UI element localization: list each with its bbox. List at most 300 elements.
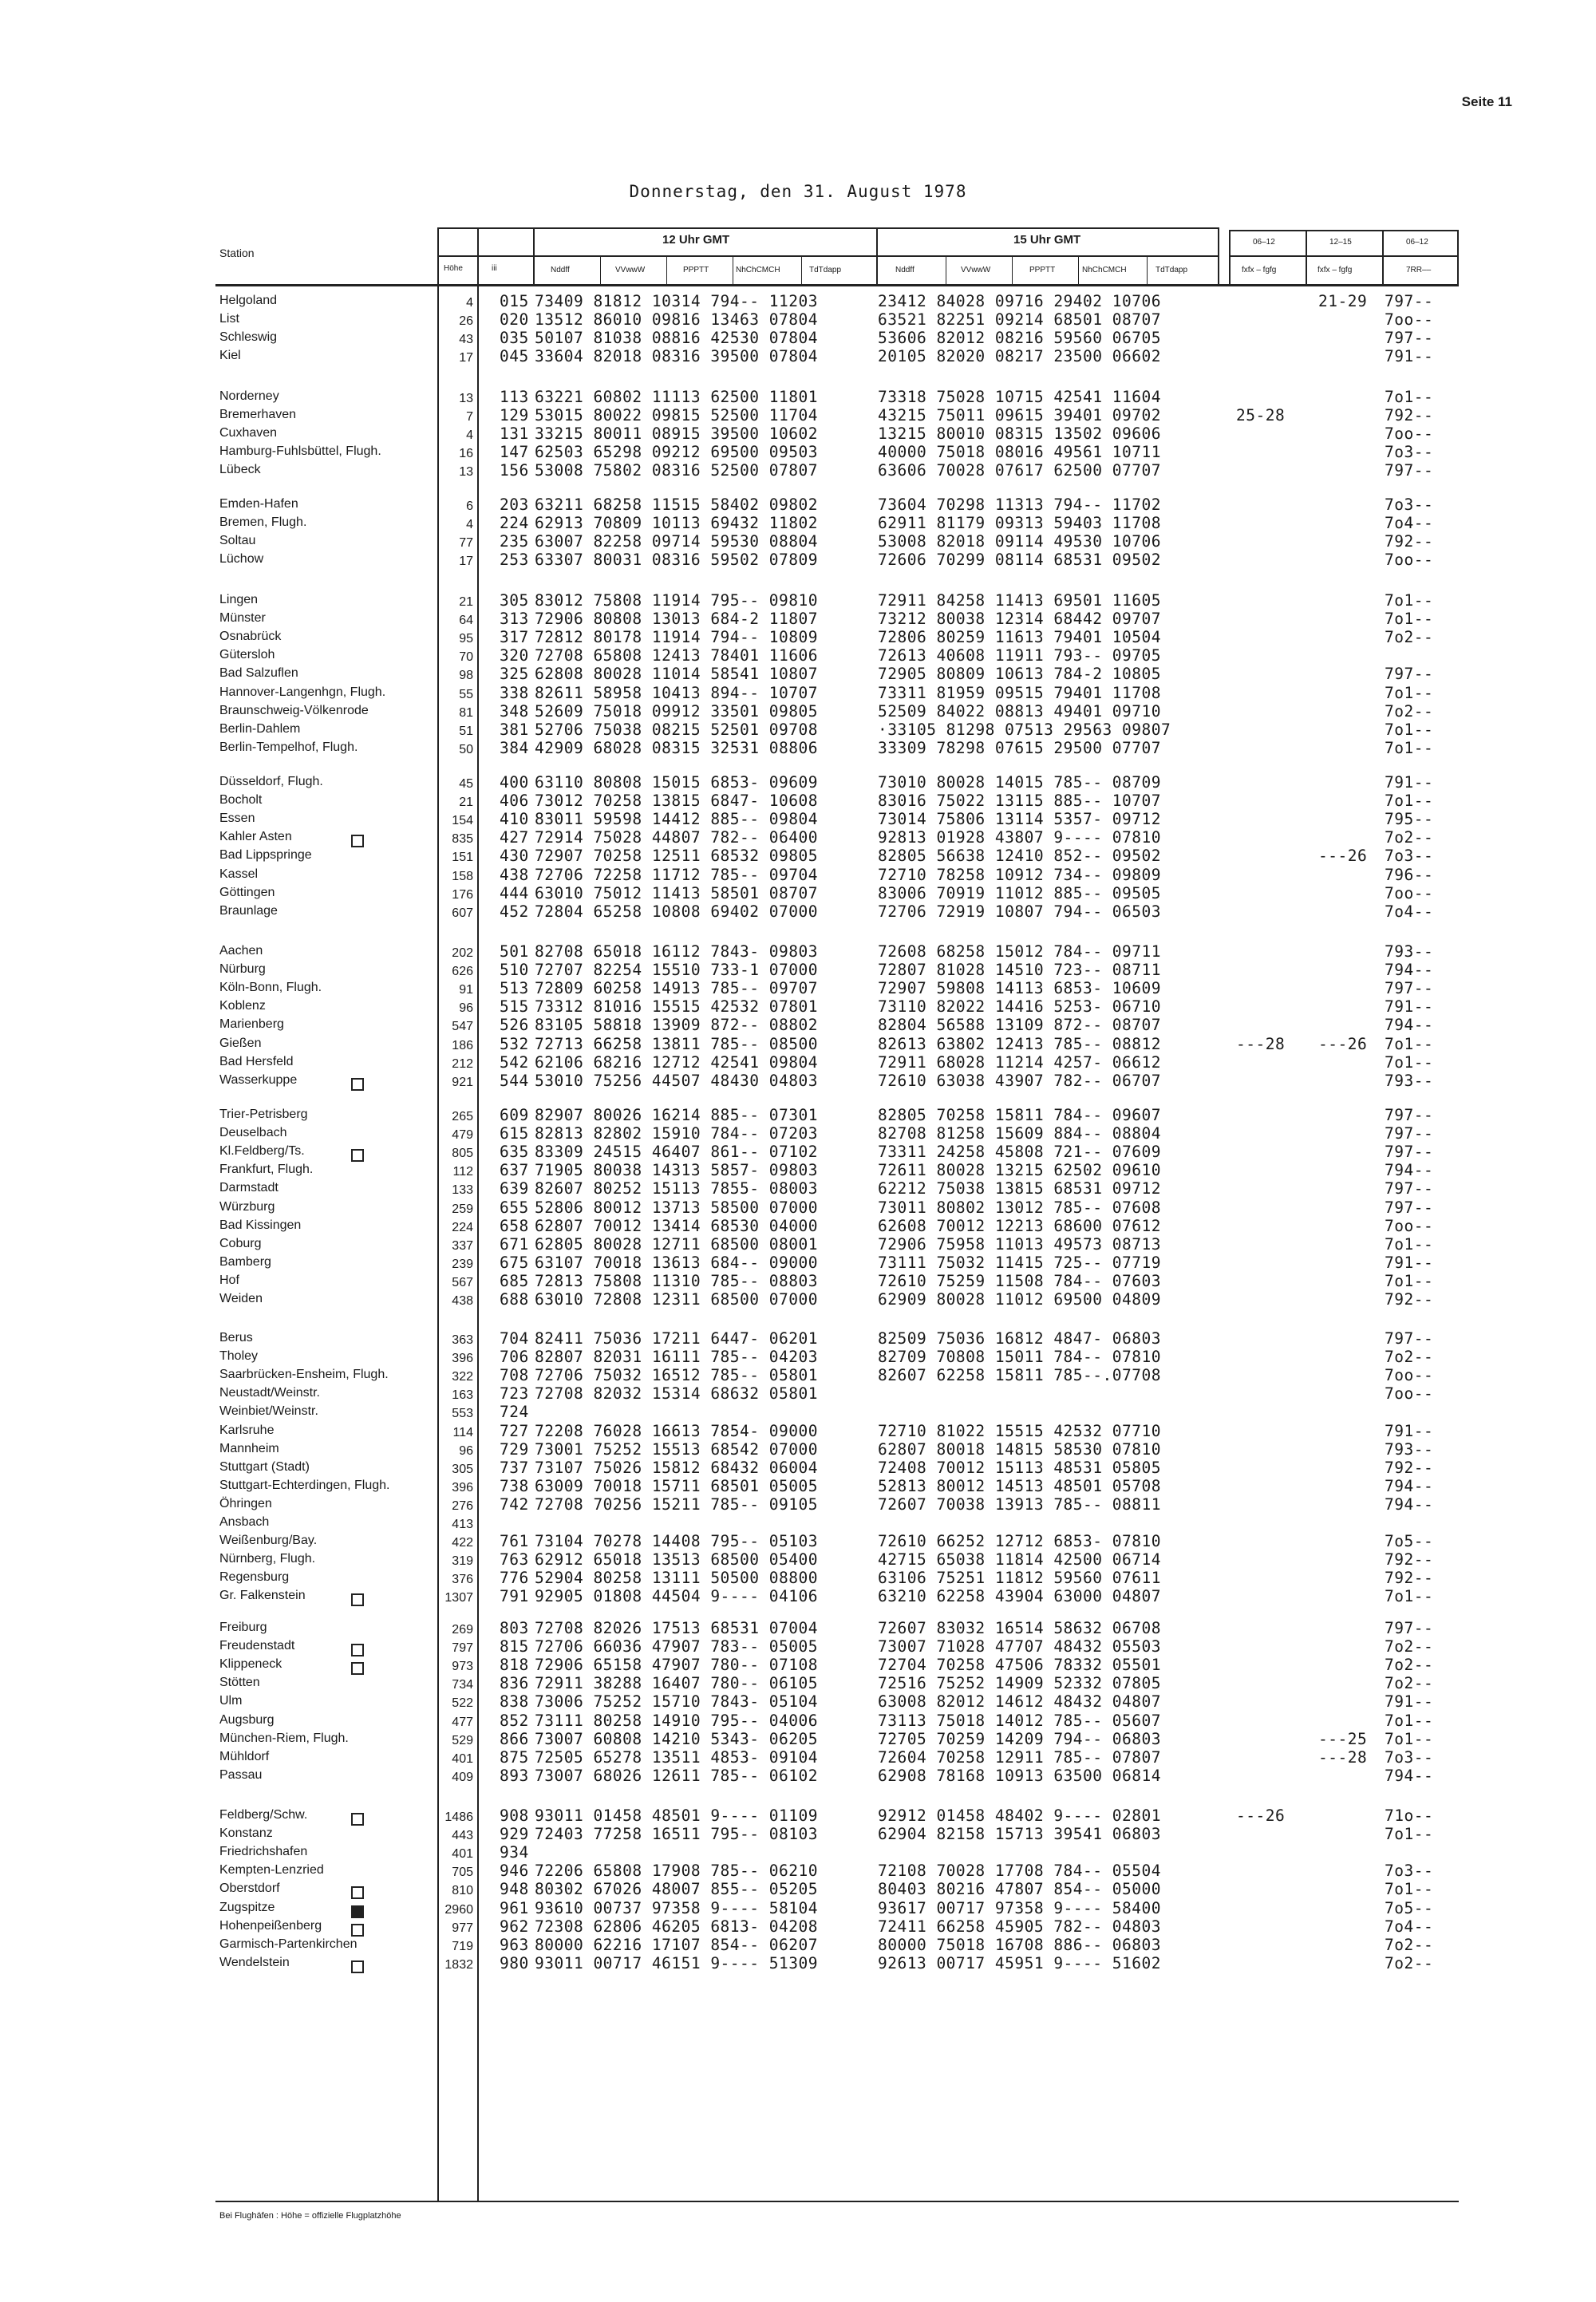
station-name: Stötten — [219, 1676, 260, 1690]
station-height: 16 — [459, 447, 473, 461]
obs-15-utc: 73604 70298 11313 794-- 11702 — [878, 496, 1161, 514]
sub12-dewpoint: TdTdapp — [809, 266, 842, 274]
station-name: Freiburg — [219, 1621, 267, 1634]
station-height: 96 — [459, 1001, 473, 1016]
table-row — [0, 347, 1596, 369]
precip-06-12: 7oo-- — [1385, 424, 1434, 444]
obs-12-utc: 63009 70018 15711 68501 05005 — [535, 1476, 818, 1495]
table-row — [0, 1495, 1596, 1517]
station-name: Hohenpeißenberg — [219, 1918, 322, 1933]
precip-06-12: 7oo-- — [1385, 1366, 1434, 1385]
obs-15-utc: 42715 65038 11814 42500 06714 — [878, 1550, 1161, 1570]
station-height: 422 — [452, 1536, 473, 1550]
station-name: Tholey — [219, 1349, 259, 1364]
precip-06-12: 7o1-- — [1385, 1587, 1434, 1606]
precip-06-12: 7o1-- — [1385, 1234, 1434, 1254]
precip-06-12: 793-- — [1385, 1439, 1434, 1459]
station-name: Passau — [219, 1767, 263, 1782]
station-height: 154 — [452, 814, 473, 828]
obs-12-utc: 63010 75012 11413 58501 08707 — [535, 883, 818, 902]
station-name: Lübeck — [219, 463, 261, 477]
precip-06-12: 7o4-- — [1385, 902, 1434, 921]
mountain-station-marker — [351, 1886, 364, 1899]
sub-rule — [666, 257, 667, 286]
sub15-ppptt: PPPTT — [1029, 266, 1056, 274]
station-id: 815 — [500, 1637, 529, 1656]
obs-15-utc: 73311 81959 09515 79401 11708 — [878, 683, 1161, 702]
station-name: Marienberg — [219, 1017, 284, 1032]
obs-15-utc: 73110 82022 14416 5253- 06710 — [878, 997, 1161, 1017]
station-height: 705 — [452, 1866, 473, 1880]
obs-12-utc: 72706 72258 11712 785-- 09704 — [535, 865, 818, 884]
obs-12-utc: 53015 80022 09815 52500 11704 — [535, 406, 818, 425]
station-name: Garmisch-Partenkirchen — [219, 1937, 358, 1951]
station-height: 2960 — [444, 1902, 473, 1917]
station-name: Gütersloh — [219, 648, 275, 662]
mountain-station-marker — [351, 1662, 364, 1675]
station-name: Norderney — [219, 389, 279, 403]
station-height: 91 — [459, 983, 473, 997]
station-name: Cuxhaven — [219, 426, 278, 440]
obs-12-utc: 72906 80808 13013 684-2 11807 — [535, 610, 818, 629]
obs-15-utc: 73113 75018 14012 785-- 05607 — [878, 1711, 1161, 1730]
station-height: 797 — [452, 1641, 473, 1656]
obs-15-utc: 72706 72919 10807 794-- 06503 — [878, 902, 1161, 921]
obs-12-utc: 82607 80252 15113 7855- 08003 — [535, 1179, 818, 1198]
station-name: Aachen — [219, 944, 263, 958]
station-height: 319 — [452, 1554, 473, 1569]
station-id: 542 — [500, 1052, 529, 1072]
station-height: 77 — [459, 536, 473, 551]
station-id: 544 — [500, 1071, 529, 1090]
precip-06-12: 7o1-- — [1385, 1825, 1434, 1844]
station-id: 934 — [500, 1843, 529, 1862]
obs-15-utc: 62909 80028 11012 69500 04809 — [878, 1290, 1161, 1309]
obs-15-utc: 73111 75032 11415 725-- 07719 — [878, 1253, 1161, 1272]
obs-12-utc: 63007 82258 09714 59530 08804 — [535, 532, 818, 551]
station-id: 131 — [500, 424, 529, 444]
obs-12-utc: 52904 80258 13111 50500 08800 — [535, 1569, 818, 1588]
extra-top-rule — [1229, 230, 1459, 231]
station-id: 727 — [500, 1421, 529, 1440]
station-height: 13 — [459, 392, 473, 405]
obs-15-utc: 53008 82018 09114 49530 10706 — [878, 532, 1161, 551]
station-name: Bamberg — [219, 1254, 271, 1269]
station-name: Hof — [219, 1273, 239, 1287]
station-id: 313 — [500, 610, 529, 629]
station-id: 961 — [500, 1898, 529, 1917]
station-height: 1486 — [444, 1810, 473, 1824]
station-height: 45 — [459, 777, 473, 791]
station-id: 410 — [500, 810, 529, 829]
obs-12-utc: 72906 65158 47907 780-- 07108 — [535, 1656, 818, 1675]
obs-15-utc: 52509 84022 08813 49401 09710 — [878, 701, 1161, 721]
obs-12-utc: 93011 00717 46151 9---- 51309 — [535, 1953, 818, 1972]
station-name: Augsburg — [219, 1712, 275, 1727]
station-name: Emden-Hafen — [219, 497, 298, 511]
obs-12-utc: 62805 80028 12711 68500 08001 — [535, 1234, 818, 1254]
obs-12-utc: 72907 70258 12511 68532 09805 — [535, 847, 818, 866]
station-height: 64 — [459, 614, 473, 628]
table-row — [0, 1587, 1596, 1609]
table-row — [0, 1290, 1596, 1312]
station-id: 929 — [500, 1825, 529, 1844]
table-row — [0, 1953, 1596, 1976]
precip-06-12: 7oo-- — [1385, 1384, 1434, 1404]
obs-15-utc: 72906 75958 11013 49573 08713 — [878, 1234, 1161, 1254]
precip-06-12: 7o3-- — [1385, 496, 1434, 514]
station-id: 338 — [500, 683, 529, 702]
station-name: Berlin-Tempelhof, Flugh. — [219, 740, 358, 754]
station-name: Kiel — [219, 349, 241, 363]
obs-15-utc: 82613 63802 12413 785-- 08812 — [878, 1034, 1161, 1053]
station-height: 734 — [452, 1678, 473, 1692]
obs-12-utc: 73312 81016 15515 42532 07801 — [535, 997, 818, 1017]
station-id: 305 — [500, 591, 529, 610]
station-id: 235 — [500, 532, 529, 551]
precip-06-12: 7o1-- — [1385, 1052, 1434, 1072]
obs-12-utc: 62807 70012 13414 68530 04000 — [535, 1216, 818, 1235]
precip-06-12: 792-- — [1385, 1569, 1434, 1588]
obs-12-utc: 72206 65808 17908 785-- 06210 — [535, 1862, 818, 1881]
station-id: 742 — [500, 1495, 529, 1514]
station-id: 438 — [500, 865, 529, 884]
station-height: 547 — [452, 1020, 473, 1034]
station-id: 427 — [500, 828, 529, 847]
obs-15-utc: 82805 70258 15811 784-- 09607 — [878, 1106, 1161, 1124]
obs-15-utc: 23412 84028 09716 29402 10706 — [878, 292, 1161, 310]
obs-15-utc: 73311 24258 45808 721-- 07609 — [878, 1143, 1161, 1162]
gust-12-15: ---28 — [1318, 1747, 1368, 1767]
obs-12-utc: 80000 62216 17107 854-- 06207 — [535, 1935, 818, 1954]
sub-rule — [1147, 257, 1148, 286]
sub12-vvwww: VVwwW — [615, 266, 646, 274]
station-name: Braunlage — [219, 903, 278, 918]
station-name: Düsseldorf, Flugh. — [219, 775, 323, 788]
station-height: 409 — [452, 1770, 473, 1784]
station-height: 835 — [452, 832, 473, 847]
station-name: Wasserkuppe — [219, 1072, 298, 1087]
precip-06-12: 797-- — [1385, 1179, 1434, 1198]
precip-06-12: 7o1-- — [1385, 610, 1434, 629]
obs-15-utc: 72704 70258 47506 78332 05501 — [878, 1656, 1161, 1675]
obs-12-utc: 82807 82031 16111 785-- 04203 — [535, 1348, 818, 1367]
obs-12-utc: 92905 01808 44504 9---- 04106 — [535, 1587, 818, 1606]
obs-12-utc: 72505 65278 13511 4853- 09104 — [535, 1747, 818, 1767]
table-row — [0, 1825, 1596, 1846]
obs-15-utc: 72606 70299 08114 68531 09502 — [878, 551, 1161, 570]
station-height: 376 — [452, 1573, 473, 1587]
precip-06-12: 7o1-- — [1385, 1880, 1434, 1899]
gust-06-12: ---28 — [1236, 1034, 1286, 1053]
station-name: Klippeneck — [219, 1657, 282, 1672]
obs-12-utc: 62503 65298 09212 69500 09503 — [535, 443, 818, 462]
precip-06-12: 793-- — [1385, 942, 1434, 961]
precip-06-12: 7o1-- — [1385, 1729, 1434, 1748]
station-id: 946 — [500, 1862, 529, 1881]
station-id: 688 — [500, 1290, 529, 1309]
obs-15-utc: 52813 80012 14513 48501 05708 — [878, 1476, 1161, 1495]
station-height: 7 — [466, 410, 473, 424]
station-name: Nürnberg, Flugh. — [219, 1552, 316, 1566]
obs-12-utc: 63110 80808 15015 6853- 09609 — [535, 773, 818, 792]
precip-06-12: 797-- — [1385, 461, 1434, 480]
sub12-nddff: Nddff — [551, 266, 570, 274]
station-name: Freudenstadt — [219, 1639, 295, 1653]
station-id: 609 — [500, 1106, 529, 1124]
sub-extra-b: fxfx – fgfg — [1317, 266, 1353, 274]
station-name: Braunschweig-Völkenrode — [219, 703, 369, 717]
obs-12-utc: 73007 60808 14210 5343- 06205 — [535, 1729, 818, 1748]
precip-06-12: 791-- — [1385, 773, 1434, 792]
station-height: 401 — [452, 1847, 473, 1862]
precip-06-12: 7oo-- — [1385, 310, 1434, 330]
obs-12-utc: 93011 01458 48501 9---- 01109 — [535, 1806, 818, 1825]
obs-15-utc: 72911 68028 11214 4257- 06612 — [878, 1052, 1161, 1072]
precip-06-12: 797-- — [1385, 292, 1434, 310]
header-06-12b: 06–12 — [1406, 238, 1428, 247]
station-name: Köln-Bonn, Flugh. — [219, 981, 322, 995]
table-row — [0, 1766, 1596, 1788]
precip-06-12: 7o1-- — [1385, 1271, 1434, 1290]
station-height: 810 — [452, 1884, 473, 1898]
station-id: 685 — [500, 1271, 529, 1290]
mountain-station-marker — [351, 1149, 364, 1162]
obs-15-utc: 63008 82012 14612 48432 04807 — [878, 1692, 1161, 1712]
sub12-clouds: NhChCMCH — [736, 266, 780, 274]
station-id: 723 — [500, 1384, 529, 1404]
col-rule-extra-b — [1306, 230, 1307, 286]
sub15-dewpoint: TdTdapp — [1156, 266, 1188, 274]
header-06-12: 06–12 — [1253, 238, 1275, 247]
precip-06-12: 7o2-- — [1385, 1935, 1434, 1954]
precip-06-12: 791-- — [1385, 1421, 1434, 1440]
precip-06-12: 797-- — [1385, 1329, 1434, 1348]
precip-06-12: 7o1-- — [1385, 738, 1434, 757]
station-id: 381 — [500, 720, 529, 739]
station-height: 17 — [459, 555, 473, 569]
station-height: 553 — [452, 1407, 473, 1421]
precip-06-12: 7o2-- — [1385, 1953, 1434, 1972]
station-id: 675 — [500, 1253, 529, 1272]
mountain-station-filled-marker — [351, 1905, 364, 1918]
station-name: Karlsruhe — [219, 1423, 275, 1437]
mountain-station-marker — [351, 1960, 364, 1973]
obs-12-utc: 73006 75252 15710 7843- 05104 — [535, 1692, 818, 1712]
precip-06-12: 7o1-- — [1385, 792, 1434, 811]
station-height: 337 — [452, 1238, 473, 1253]
header-mid-rule-extra — [1229, 255, 1459, 257]
table-row — [0, 1384, 1596, 1406]
sub15-nddff: Nddff — [895, 266, 915, 274]
precip-06-12: 794-- — [1385, 1766, 1434, 1785]
precip-06-12: 794-- — [1385, 1016, 1434, 1035]
date-heading: Donnerstag, den 31. August 1978 — [629, 182, 967, 201]
precip-06-12: 7o1-- — [1385, 683, 1434, 702]
station-name: Göttingen — [219, 885, 275, 899]
page-number: Seite 11 — [1461, 94, 1512, 109]
header-stub-rule — [437, 255, 533, 257]
obs-12-utc: 72208 76028 16613 7854- 09000 — [535, 1421, 818, 1440]
sub12-ppptt: PPPTT — [683, 266, 709, 274]
obs-15-utc: ·33105 81298 07513 29563 09807 — [878, 720, 1171, 739]
mountain-station-marker — [351, 1644, 364, 1656]
station-height: 522 — [452, 1696, 473, 1711]
precip-06-12: 7o3-- — [1385, 847, 1434, 866]
obs-12-utc: 62106 68216 12712 42541 09804 — [535, 1052, 818, 1072]
station-name: Bad Salzuflen — [219, 666, 298, 681]
station-id: 526 — [500, 1016, 529, 1035]
station-id: 706 — [500, 1348, 529, 1367]
obs-12-utc: 72804 65258 10808 69402 07000 — [535, 902, 818, 921]
station-name: Lingen — [219, 593, 259, 606]
obs-12-utc: 63221 60802 11113 62500 11801 — [535, 388, 818, 406]
station-id: 838 — [500, 1692, 529, 1712]
precip-06-12: 797-- — [1385, 1124, 1434, 1143]
station-id: 963 — [500, 1935, 529, 1954]
precip-06-12: 7o2-- — [1385, 1674, 1434, 1693]
obs-12-utc: 72713 66258 13811 785-- 08500 — [535, 1034, 818, 1053]
gust-12-15: ---26 — [1318, 847, 1368, 866]
station-height: 477 — [452, 1715, 473, 1729]
station-id: 444 — [500, 883, 529, 902]
obs-15-utc: 73212 80038 12314 68442 09707 — [878, 610, 1161, 629]
obs-15-utc: 72607 70038 13913 785-- 08811 — [878, 1495, 1161, 1514]
precip-06-12: 797-- — [1385, 329, 1434, 348]
station-name: Weiden — [219, 1292, 263, 1305]
station-height: 363 — [452, 1333, 473, 1347]
station-height: 305 — [452, 1462, 473, 1476]
obs-15-utc: 73011 80802 13012 785-- 07608 — [878, 1198, 1161, 1217]
obs-15-utc: 72807 81028 14510 723-- 08711 — [878, 961, 1161, 980]
obs-15-utc: 82709 70808 15011 784-- 07810 — [878, 1348, 1161, 1367]
obs-15-utc: 20105 82020 08217 23500 06602 — [878, 347, 1161, 366]
obs-15-utc: 62911 81179 09313 59403 11708 — [878, 514, 1161, 533]
station-name: Mühldorf — [219, 1749, 270, 1763]
obs-15-utc: 63606 70028 07617 62500 07707 — [878, 461, 1161, 480]
obs-12-utc: 72809 60258 14913 785-- 09707 — [535, 979, 818, 998]
obs-15-utc: 62212 75038 13815 68531 09712 — [878, 1179, 1161, 1198]
obs-15-utc: 73014 75806 13114 5357- 09712 — [878, 810, 1161, 829]
precip-06-12: 794-- — [1385, 1495, 1434, 1514]
station-id: 655 — [500, 1198, 529, 1217]
obs-12-utc: 73111 80258 14910 795-- 04006 — [535, 1711, 818, 1730]
station-name: Coburg — [219, 1236, 262, 1250]
station-name: Weinbiet/Weinstr. — [219, 1404, 318, 1419]
station-name: Bremen, Flugh. — [219, 515, 307, 530]
precip-06-12: 7o1-- — [1385, 1711, 1434, 1730]
obs-12-utc: 13512 86010 09816 13463 07804 — [535, 310, 818, 330]
station-id: 129 — [500, 406, 529, 425]
gust-12-15: 21-29 — [1318, 292, 1368, 310]
col-rule-extra-a — [1229, 230, 1231, 286]
precip-06-12: 791-- — [1385, 997, 1434, 1017]
obs-15-utc: 33309 78298 07615 29500 07707 — [878, 738, 1161, 757]
precip-06-12: 7o1-- — [1385, 591, 1434, 610]
obs-12-utc: 33604 82018 08316 39500 07804 — [535, 347, 818, 366]
station-id: 980 — [500, 1953, 529, 1972]
obs-12-utc: 82907 80026 16214 885-- 07301 — [535, 1106, 818, 1124]
obs-15-utc: 72911 84258 11413 69501 11605 — [878, 591, 1161, 610]
station-height: 158 — [452, 869, 473, 883]
header-mid-rule-15 — [876, 255, 1219, 257]
station-height: 151 — [452, 851, 473, 865]
station-height: 43 — [459, 333, 473, 347]
station-height: 401 — [452, 1751, 473, 1766]
station-id: 908 — [500, 1806, 529, 1825]
station-id: 866 — [500, 1729, 529, 1748]
station-name: Mannheim — [219, 1441, 279, 1455]
obs-12-utc: 63307 80031 08316 59502 07809 — [535, 551, 818, 570]
precip-06-12: 7o3-- — [1385, 1862, 1434, 1881]
obs-12-utc: 83011 59598 14412 885-- 09804 — [535, 810, 818, 829]
table-row — [0, 551, 1596, 572]
station-id: 761 — [500, 1532, 529, 1551]
precip-06-12: 7o3-- — [1385, 1747, 1434, 1767]
station-height: 1307 — [444, 1591, 473, 1605]
table-top-rule — [437, 227, 1219, 229]
header-12-uhr: 12 Uhr GMT — [662, 233, 730, 247]
precip-06-12: 7o2-- — [1385, 1656, 1434, 1675]
station-name: Gr. Falkenstein — [219, 1589, 306, 1603]
obs-15-utc: 80403 80216 47807 854-- 05000 — [878, 1880, 1161, 1899]
station-id: 738 — [500, 1476, 529, 1495]
station-name: Neustadt/Weinstr. — [219, 1386, 320, 1400]
obs-15-utc: 72907 59808 14113 6853- 10609 — [878, 979, 1161, 998]
station-name: Kl.Feldberg/Ts. — [219, 1144, 305, 1159]
header-12-15: 12–15 — [1329, 238, 1352, 247]
station-id: 320 — [500, 646, 529, 665]
table-row — [0, 738, 1596, 760]
station-name: Berus — [219, 1331, 253, 1344]
table-row — [0, 1071, 1596, 1093]
station-id: 637 — [500, 1161, 529, 1180]
station-id: 510 — [500, 961, 529, 980]
station-name: Bad Hersfeld — [219, 1054, 294, 1068]
table-row — [0, 902, 1596, 924]
station-name: Kahler Asten — [219, 830, 292, 844]
station-height: 805 — [452, 1147, 473, 1161]
station-name: Bad Lippspringe — [219, 848, 312, 863]
precip-06-12: 791-- — [1385, 1253, 1434, 1272]
station-id: 045 — [500, 347, 529, 366]
table-row — [0, 461, 1596, 483]
obs-12-utc: 72708 82032 15314 68632 05801 — [535, 1384, 818, 1404]
station-height: 438 — [452, 1294, 473, 1308]
station-height: 973 — [452, 1660, 473, 1674]
obs-15-utc: 72610 75259 11508 784-- 07603 — [878, 1271, 1161, 1290]
station-id: 803 — [500, 1619, 529, 1637]
station-id: 776 — [500, 1569, 529, 1588]
obs-12-utc: 82813 82802 15910 784-- 07203 — [535, 1124, 818, 1143]
precip-06-12: 791-- — [1385, 347, 1434, 366]
obs-15-utc: 72710 81022 15515 42532 07710 — [878, 1421, 1161, 1440]
precip-06-12: 7o5-- — [1385, 1898, 1434, 1917]
station-height: 413 — [452, 1518, 473, 1531]
obs-12-utc: 63107 70018 13613 684-- 09000 — [535, 1253, 818, 1272]
station-id: 658 — [500, 1216, 529, 1235]
station-id: 704 — [500, 1329, 529, 1348]
station-height: 163 — [452, 1388, 473, 1403]
precip-06-12: 797-- — [1385, 1198, 1434, 1217]
station-height: 4 — [466, 518, 473, 532]
gust-06-12: ---26 — [1236, 1806, 1286, 1825]
obs-15-utc: 72905 80809 10613 784-2 10805 — [878, 665, 1161, 684]
station-height: 95 — [459, 632, 473, 646]
station-height: 269 — [452, 1623, 473, 1637]
station-height: 50 — [459, 742, 473, 756]
obs-12-utc: 73012 70258 13815 6847- 10608 — [535, 792, 818, 811]
